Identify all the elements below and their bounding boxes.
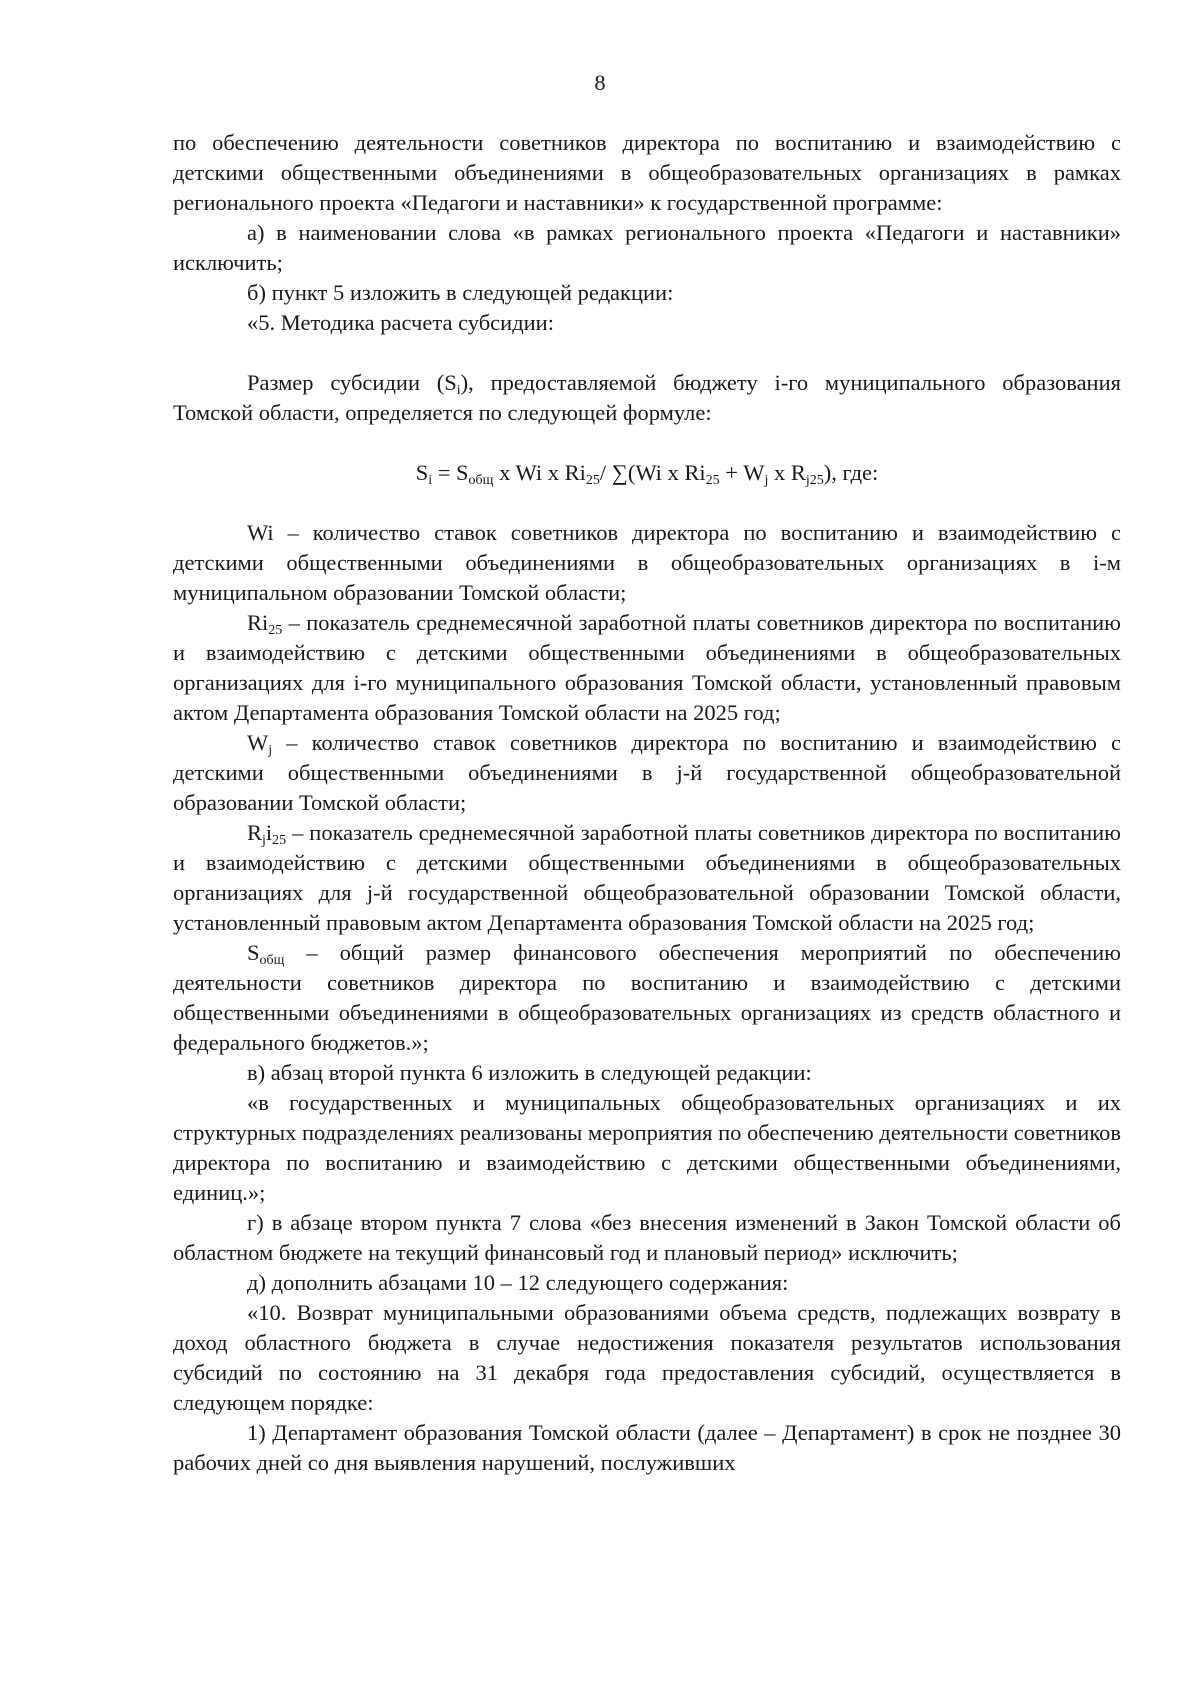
paragraph-clause-10: «10. Возврат муниципальными образованиями объема средств, подлежащих возврату в доход областного бюджета в случае недостижения показателя результатов использования субсидий по состоянию на 31 декабря года предоставления субсидий, осуществляется в следующем порядке: [173,1300,1121,1415]
paragraph-intro: по обеспечению деятельности советников директора по воспитанию и взаимодействию с детскими общественными объединениями в общеобразовательных организациях в рамках регионального проекта «Педагоги и наставники» к государственной программе: [173,130,1121,215]
paragraph-item-v: в) абзац второй пункта 6 изложить в следующей редакции: [247,1060,812,1085]
definition-wi: Wi – количество ставок советников директора по воспитанию и взаимодействию с детскими общественными объединениями в общеобразовательных организациях в i-м муниципальном образовании Томской области; [173,520,1121,605]
definition-ri25: $Ri_{25}$ – показатель среднемесячной заработной платы советников директора по воспитанию и взаимодействию с детскими общественными объединениями в общеобразовательных организациях для i-го муниципального образования Томской области, установленный правовым актом Департамента образования Томской области на 2025 год; [173,610,1121,725]
document-body [173,128,1121,1478]
paragraph-item-v-text: «в государственных и муниципальных общеобразовательных организациях и их структурных подразделениях реализованы мероприятия по обеспечению деятельности советников директора по воспитанию и взаимодействию с детскими общественными объединениями, единиц.»; [173,1090,1121,1205]
paragraph-item-g: г) в абзаце втором пункта 7 слова «без внесения изменений в Закон Томской области об областном бюджете на текущий финансовый год и плановый период» исключить; [173,1210,1121,1265]
paragraph-item-d: д) дополнить абзацами 10 – 12 следующего содержания: [247,1270,789,1295]
paragraph-clause-10-item-1: 1) Департамент образования Томской области (далее – Департамент) в срок не позднее 30 рабочих дней со дня выявления нарушений, послуживших [173,1420,1121,1475]
paragraph-item-a: а) в наименовании слова «в рамках регионального проекта «Педагоги и наставники» исключить; [173,220,1121,275]
definition-wj: $W_j$ – количество ставок советников директора по воспитанию и взаимодействию с детскими общественными объединениями в j-й государственной общеобразовательной образовании Томской области; [173,730,1121,815]
subsidy-formula: $S_i = S_{общ}$ x Wi x $Ri_{25}/$ ∑(Wi x $Ri_{25} + W_j$ x $R_{j25}$), где: [415,460,879,488]
page-number: 8 [594,70,606,95]
paragraph-item-b: б) пункт 5 изложить в следующей редакции: [247,280,674,305]
definition-sobsh: $S_{общ}$ – общий размер финансового обеспечения мероприятий по обеспечению деятельности советников директора по воспитанию и взаимодействию с детскими общественными объединениями в общеобразовательных организациях из средств областного и федерального бюджетов.»; [173,940,1121,1055]
definition-rji25: $R_ji_{25}$ – показатель среднемесячной заработной платы советников директора по воспитанию и взаимодействию с детскими общественными объединениями в общеобразовательных организациях для j-й государственной общеобразовательной образовании Томской области, установленный правовым актом Департамента образования Томской области на 2025 год; [173,820,1121,935]
paragraph-clause-5-heading: «5. Методика расчета субсидии: [247,310,554,335]
paragraph-subsidy-size: Размер субсидии $(S_i)$, предоставляемой бюджету i-го муниципального образования Томской области, определяется по следующей формуле: [173,370,1121,425]
